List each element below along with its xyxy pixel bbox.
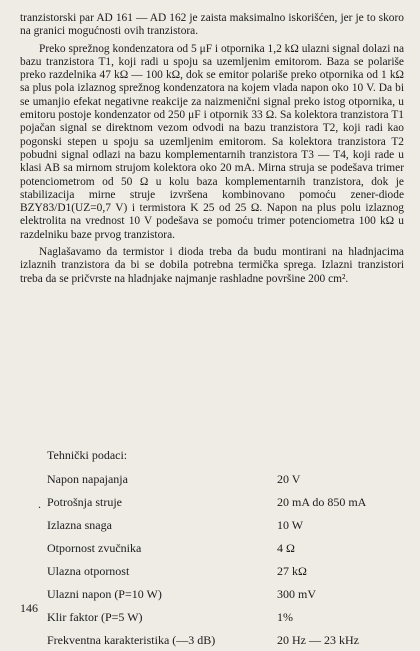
spec-label: Frekventna karakteristika (—3 dB) xyxy=(47,633,216,647)
spec-value: 20 mA do 850 mA xyxy=(277,495,367,509)
spec-label: Potrošnja struje xyxy=(47,495,122,509)
spec-label: Napon napajanja xyxy=(47,472,128,486)
body-text xyxy=(20,12,404,286)
spec-value: 10 W xyxy=(277,518,304,532)
spec-label: Ulazna otpornost xyxy=(47,564,130,578)
paragraph-circuit-description: Preko sprežnog kondenzatora od 5 μF i otpornika 1,2 kΩ ulazni signal dolazi na bazu tranzistora T1, koji radi u spoju sa uzemljenim emitorom. Baza se polariše preko razdelnika 47 kΩ — 100 kΩ, dok se emitor polariše preko otpornika od 1 kΩ sa plus pola izlaznog sprežnog kondenzatora na kojem vlada napon oko 10 V. Da bi se umanjio efekat negativne reakcije za naizmenični signal preko istog otpornika, u emitoru postoje kondenzator od 250 μF i otpornik 33 Ω. Sa kolektora tranzistora T1 pojačan signal se direktnom vezom odvodi na bazu tranzistora T2, koji radi kao pogonski stepen u spoju sa uzemljenim emitorom. Sa kolektora tranzistora T2 pobudni signal odlazi na bazu komplementarnih tranzistora T3 — T4, koji rade u klasi AB sa mirnom strujom kolektora oko 20 mA. Mirna struja se podešava trimer potenciometrom od 50 Ω u kolu baza komplementarnih tranzistora, dok je stabilizacija mirne struje izvršena kombinovano pomoću zener-diode BZY83/D1(UZ=0,7 V) i termistora K 25 od 25 Ω. Napon na plus polu izlaznog elektrolita na vrednost 10 V podešava se pomoću trimer potenciometra 100 kΩ u razdelniku baze prvog tranzistora. xyxy=(20,42,404,241)
page-number: 146 xyxy=(20,601,38,615)
spec-value: 4 Ω xyxy=(277,541,295,555)
spec-label: Ulazni napon (P=10 W) xyxy=(47,587,162,601)
spec-value: 1% xyxy=(277,610,293,624)
stray-dot: . xyxy=(38,497,41,511)
spec-row xyxy=(0,564,420,582)
spec-row xyxy=(0,633,420,651)
spec-row xyxy=(0,495,420,513)
spec-value: 27 kΩ xyxy=(277,564,307,578)
spec-value: 20 V xyxy=(277,472,301,486)
spec-value: 300 mV xyxy=(277,587,316,601)
spec-row xyxy=(0,472,420,490)
spec-row xyxy=(0,541,420,559)
spec-label: Izlazna snaga xyxy=(47,518,112,532)
spec-label: Klir faktor (P=5 W) xyxy=(47,610,143,624)
spec-row xyxy=(0,610,420,628)
spec-value: 20 Hz — 23 kHz xyxy=(277,633,359,647)
paragraph-mounting-note: Naglašavamo da termistor i dioda treba da budu montirani na hladnjacima izlaznih tranzistora da bi se dobila potrebna termička sprega. Izlazni tranzistori treba da se pričvrste na hladnjake najmanje rashladne površine 200 cm². xyxy=(20,246,404,285)
spec-row xyxy=(0,587,420,605)
spec-row xyxy=(0,518,420,536)
paragraph-continuation: tranzistorski par AD 161 — AD 162 je zaista maksimalno iskorišćen, jer je to skoro na granici mogućnosti ovih tranzistora. xyxy=(20,12,404,38)
spec-label: Otpornost zvučnika xyxy=(47,541,142,555)
specifications-title: Tehnički podaci: xyxy=(47,448,128,462)
